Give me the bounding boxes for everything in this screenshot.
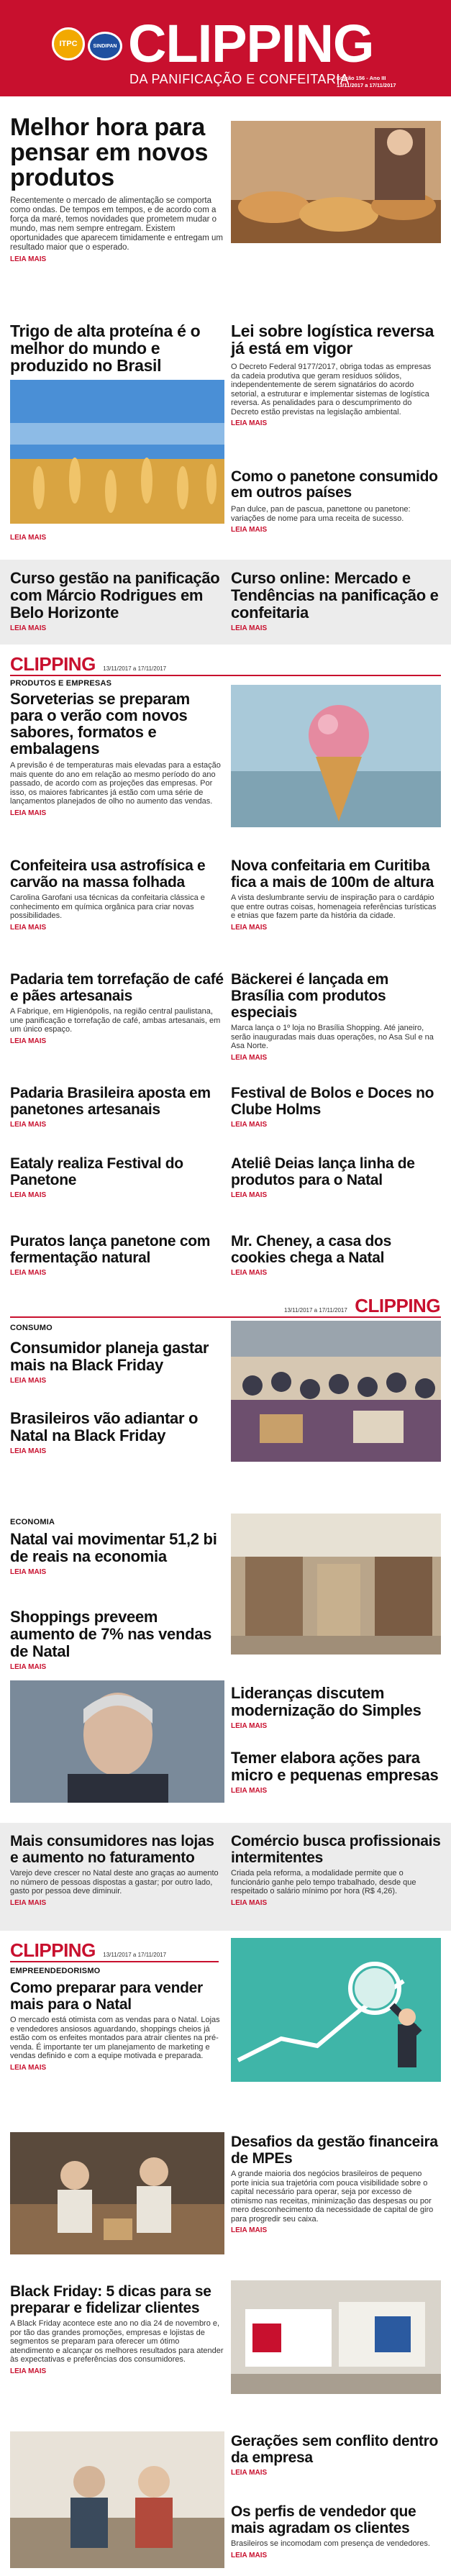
headline: Festival de Bolos e Doces no Clube Holms [231,1085,434,1118]
article-a4[interactable] [231,469,441,534]
mini-masthead [10,653,166,675]
article-a17[interactable] [231,1233,441,1277]
headline: Mr. Cheney, a casa dos cookies chega a Natal [231,1233,391,1266]
sindipan-logo [88,32,122,60]
read-more-link[interactable]: LEIA MAIS [231,1898,268,1907]
lead: A Black Friday acontece este ano no dia 24 de novembro e, por tão das grandes promoções, empresas e lojistas de segmentos se preparam para oferecer um ótimo atendimento e alcançar os melhores resultados para atender às expectativas e preferências dos consumidores. [10,2319,224,2364]
lead: A previsão é de temperaturas mais elevadas para a estação mais quente do ano em relação ao mesmo período do ano passado, de acordo com as projeções das empresas. Por isso, os maiores fabricantes já estão com uma série de lançamentos planejados de olho no aumento das vendas. [10,761,221,806]
article-a28[interactable] [10,2283,224,2375]
article-a7[interactable] [10,691,224,817]
read-more-link[interactable]: LEIA MAIS [231,1191,268,1199]
read-more-link[interactable]: LEIA MAIS [231,2551,268,2559]
read-more-link[interactable]: LEIA MAIS [10,923,47,932]
headline: Padaria tem torrefação de café e pães artesanais [10,971,224,1004]
lead: Criada pela reforma, a modalidade permite que o funcionário ganhe pelo tempo trabalhado, desde que respeitado o salário mínimo por hora (R$ 4,26). [231,1869,416,1895]
read-more-link[interactable]: LEIA MAIS [10,1898,47,1907]
article-a26[interactable] [10,1980,224,2072]
article-a16[interactable] [10,1233,224,1277]
article-a22[interactable] [231,1685,441,1730]
headline: Lei sobre logística reversa já está em vigor [231,322,434,358]
read-more-link[interactable]: LEIA MAIS [10,2367,47,2375]
divider [10,1316,441,1318]
article-a12[interactable] [10,1085,224,1129]
headline: Melhor hora para pensar em novos produtos [10,114,209,191]
lead: O Decreto Federal 9177/2017, obriga todas as empresas da cadeia produtiva que geram resíduos sólidos, independentemente de serem signatários do acordo setorial, a estruturar e implementar sistemas de logística reversa. As penalidades para o descumprimento do Decreto estão previstas na legislação ambiental. [231,363,432,417]
section-label: ECONOMIA [10,1518,55,1526]
read-more-link[interactable]: LEIA MAIS [10,624,47,632]
brand-subtitle: DA PANIFICAÇÃO E CONFEITARIA [129,72,350,86]
headline: Bäckerei é lançada em Brasília com produtos especiais [231,971,389,1021]
read-more-link[interactable]: LEIA MAIS [10,1447,47,1455]
read-more-link[interactable]: LEIA MAIS [231,624,268,632]
brand-title: CLIPPING [128,14,374,73]
read-more-link[interactable]: LEIA MAIS [10,255,47,263]
photo-bread-shopper [231,121,441,243]
headline: Desafios da gestão financeira de MPEs [231,2134,438,2167]
article-a10[interactable] [10,971,224,1045]
headline: Shoppings preveem aumento de 7% nas vendas de Natal [10,1608,212,1660]
read-more-link[interactable]: LEIA MAIS [231,1787,268,1795]
headline: Mais consumidores nas lojas e aumento no faturamento [10,1833,214,1866]
read-more-link[interactable]: LEIA MAIS [231,2226,268,2234]
read-more-link[interactable]: LEIA MAIS [10,1191,47,1199]
headline: Como o panetone consumido em outros países [231,468,438,501]
article-a2[interactable] [10,322,224,374]
headline: Black Friday: 5 dicas para se preparar e fidelizar clientes [10,2283,211,2316]
headline: Como preparar para vender mais para o Natal [10,1980,203,2013]
read-more-link[interactable]: LEIA MAIS [231,419,268,427]
mini-masthead [10,1939,166,1962]
article-a27[interactable] [231,2134,441,2234]
article-a18[interactable] [10,1339,224,1385]
headline: Brasileiros vão adiantar o Natal na Black Friday [10,1409,199,1444]
section-label: EMPREENDEDORISMO [10,1967,101,1975]
headline: Nova confeitaria em Curitiba fica a mais de 100m de altura [231,857,434,891]
edition: Edição 156 - Ano III [337,75,386,81]
read-more-link[interactable]: LEIA MAIS [10,1121,47,1129]
headline: Padaria Brasileira aposta em panetones artesanais [10,1085,211,1118]
article-a13[interactable] [231,1085,441,1129]
headline: Puratos lança panetone com fermentação natural [10,1233,211,1266]
mini-brand: CLIPPING [355,1295,441,1316]
read-more-link[interactable]: LEIA MAIS [231,923,268,932]
photo-shopping-mall [231,1514,441,1655]
divider [10,675,441,676]
mini-brand: CLIPPING [10,1939,96,1961]
read-more-link[interactable]: LEIA MAIS [231,1053,268,1062]
photo-generations [10,2431,224,2568]
edition-dates: 13/11/2017 a 17/11/2017 [337,82,396,88]
article-a6[interactable] [231,570,441,632]
read-more-link[interactable]: LEIA MAIS [231,1722,268,1730]
photo-wheat-field [10,380,224,524]
photo-temer [10,1680,224,1803]
divider [10,1961,219,1962]
read-more-link[interactable]: LEIA MAIS [10,2063,47,2072]
article-a5[interactable] [10,570,224,632]
lead: Marca lança o 1º loja no Brasília Shopping. Até janeiro, serão inauguradas mais duas operações, no Asa Sul e na Asa Norte. [231,1024,434,1050]
lead: Brasileiros se incomodam com presença de vendedores. [231,2539,430,2548]
mini-date: 13/11/2017 a 17/11/2017 [284,1307,347,1314]
headline: Confeiteira usa astrofísica e carvão na massa folhada [10,857,206,891]
lead: A Fabrique, em Higienópolis, na região central paulistana, une panificação e torrefação de café, ambas artesanais, em um único espaço. [10,1007,221,1034]
article-a19[interactable] [10,1410,224,1455]
headline: Curso gestão na panificação com Márcio Rodrigues em Belo Horizonte [10,569,220,622]
photo-black-friday-office [231,2280,441,2394]
headline: Sorveterias se preparam para o verão com novos sabores, formatos e embalagens [10,690,190,757]
read-more-link[interactable]: LEIA MAIS [231,2469,268,2477]
lead: Varejo deve crescer no Natal deste ano graças ao aumento no número de pessoas dispostas a gastar; por outro lado, gasto por pessoa deve diminuir. [10,1869,219,1895]
lead: Pan dulce, pan de pascua, panettone ou panetone: variações de nome para uma receita de sucesso. [231,505,411,523]
read-more-link[interactable]: LEIA MAIS [10,1269,47,1277]
sindipan-logo-text: SINDIPAN [93,43,117,49]
section-label: PRODUTOS E EMPRESAS [10,679,112,688]
mini-date: 13/11/2017 a 17/11/2017 [103,1952,167,1958]
article-a24[interactable] [10,1833,224,1907]
lead: Recentemente o mercado de alimentação se comporta como ondas. De tempos em tempos, e de acordo com a força da maré, temos novidades que prometem mudar o mundo, mas nem sempre entregam. Existem oportunidades que aparecem timidamente e entregam um resultado maior que o esperado. [10,196,223,252]
headline: Consumidor planeja gastar mais na Black Friday [10,1339,209,1374]
read-more-link[interactable]: LEIA MAIS [10,534,47,542]
read-more-link[interactable]: LEIA MAIS [231,526,268,534]
photo-magnifier-growth [231,1938,441,2082]
read-more-link[interactable]: LEIA MAIS [10,1037,47,1045]
lead: O mercado está otimista com as vendas para o Natal. Lojas e vendedores ansiosos aguardando, shoppings cheios já estão com os enfeites montados para atrair clientes na pré-venda. É importante ter um planejamento de marketing e vendas definido e com a equipe motivada e preparada. [10,2016,220,2060]
headline: Comércio busca profissionais intermitentes [231,1833,441,1866]
article-a3[interactable] [231,322,441,427]
lead: Carolina Garofani usa técnicas da confeitaria clássica e conhecimento em química orgânica para criar novas possibilidades. [10,893,205,920]
itpc-logo [52,27,85,60]
read-more-link[interactable]: LEIA MAIS [10,809,47,817]
article-a30[interactable] [231,2503,441,2559]
mini-brand: CLIPPING [10,653,96,675]
read-more-link[interactable]: LEIA MAIS [10,1663,47,1671]
photo-ice-cream [231,685,441,827]
article-a29[interactable] [231,2433,441,2477]
lead: A vista deslumbrante serviu de inspiração para o cardápio que entre outras coisas, homenageia referências turísticas e etnias que fazem parte da história da cidade. [231,893,437,920]
headline: Ateliê Deias lança linha de produtos para o Natal [231,1155,415,1188]
mini-date: 13/11/2017 a 17/11/2017 [103,665,167,672]
lead: A grande maioria dos negócios brasileiros de pequeno porte inicia sua trajetória com pouca visibilidade sobre o capital necessário para operar, seja por excesso de otimismo nas receitas, minimização das despesas ou por mero desconhecimento da necessidade de capital de giro para progredir seu caixa. [231,2170,434,2224]
article-a14[interactable] [10,1155,224,1199]
read-more-link[interactable]: LEIA MAIS [10,1377,47,1385]
photo-shopping-crowd [231,1321,441,1462]
photo-bakery-workers [10,2132,224,2254]
header [0,0,451,96]
article-a8[interactable] [10,857,224,932]
headline: Lideranças discutem modernização do Simples [231,1684,422,1719]
headline: Eataly realiza Festival do Panetone [10,1155,183,1188]
article-a11[interactable] [231,971,441,1062]
article-a23[interactable] [231,1749,441,1795]
headline: Curso online: Mercado e Tendências na panificação e confeitaria [231,569,439,622]
section-label: CONSUMO [10,1324,53,1332]
itpc-logo-text: ITPC [59,40,78,48]
headline: Temer elabora ações para micro e pequenas empresas [231,1749,439,1784]
headline: Os perfis de vendedor que mais agradam os clientes [231,2503,416,2536]
article-a9[interactable] [231,857,441,932]
article-a15[interactable] [231,1155,441,1199]
read-more-link[interactable]: LEIA MAIS [231,1121,268,1129]
article-a20[interactable] [10,1531,224,1576]
read-more-link[interactable]: LEIA MAIS [231,1269,268,1277]
headline: Natal vai movimentar 51,2 bi de reais na economia [10,1530,217,1565]
headline: Trigo de alta proteína é o melhor do mundo e produzido no Brasil [10,322,201,375]
mini-masthead [284,1295,440,1317]
article-a1[interactable] [10,115,224,263]
article-a25[interactable] [231,1833,441,1907]
article-a21[interactable] [10,1608,224,1671]
read-more-link[interactable]: LEIA MAIS [10,1568,47,1576]
headline: Gerações sem conflito dentro da empresa [231,2433,439,2466]
